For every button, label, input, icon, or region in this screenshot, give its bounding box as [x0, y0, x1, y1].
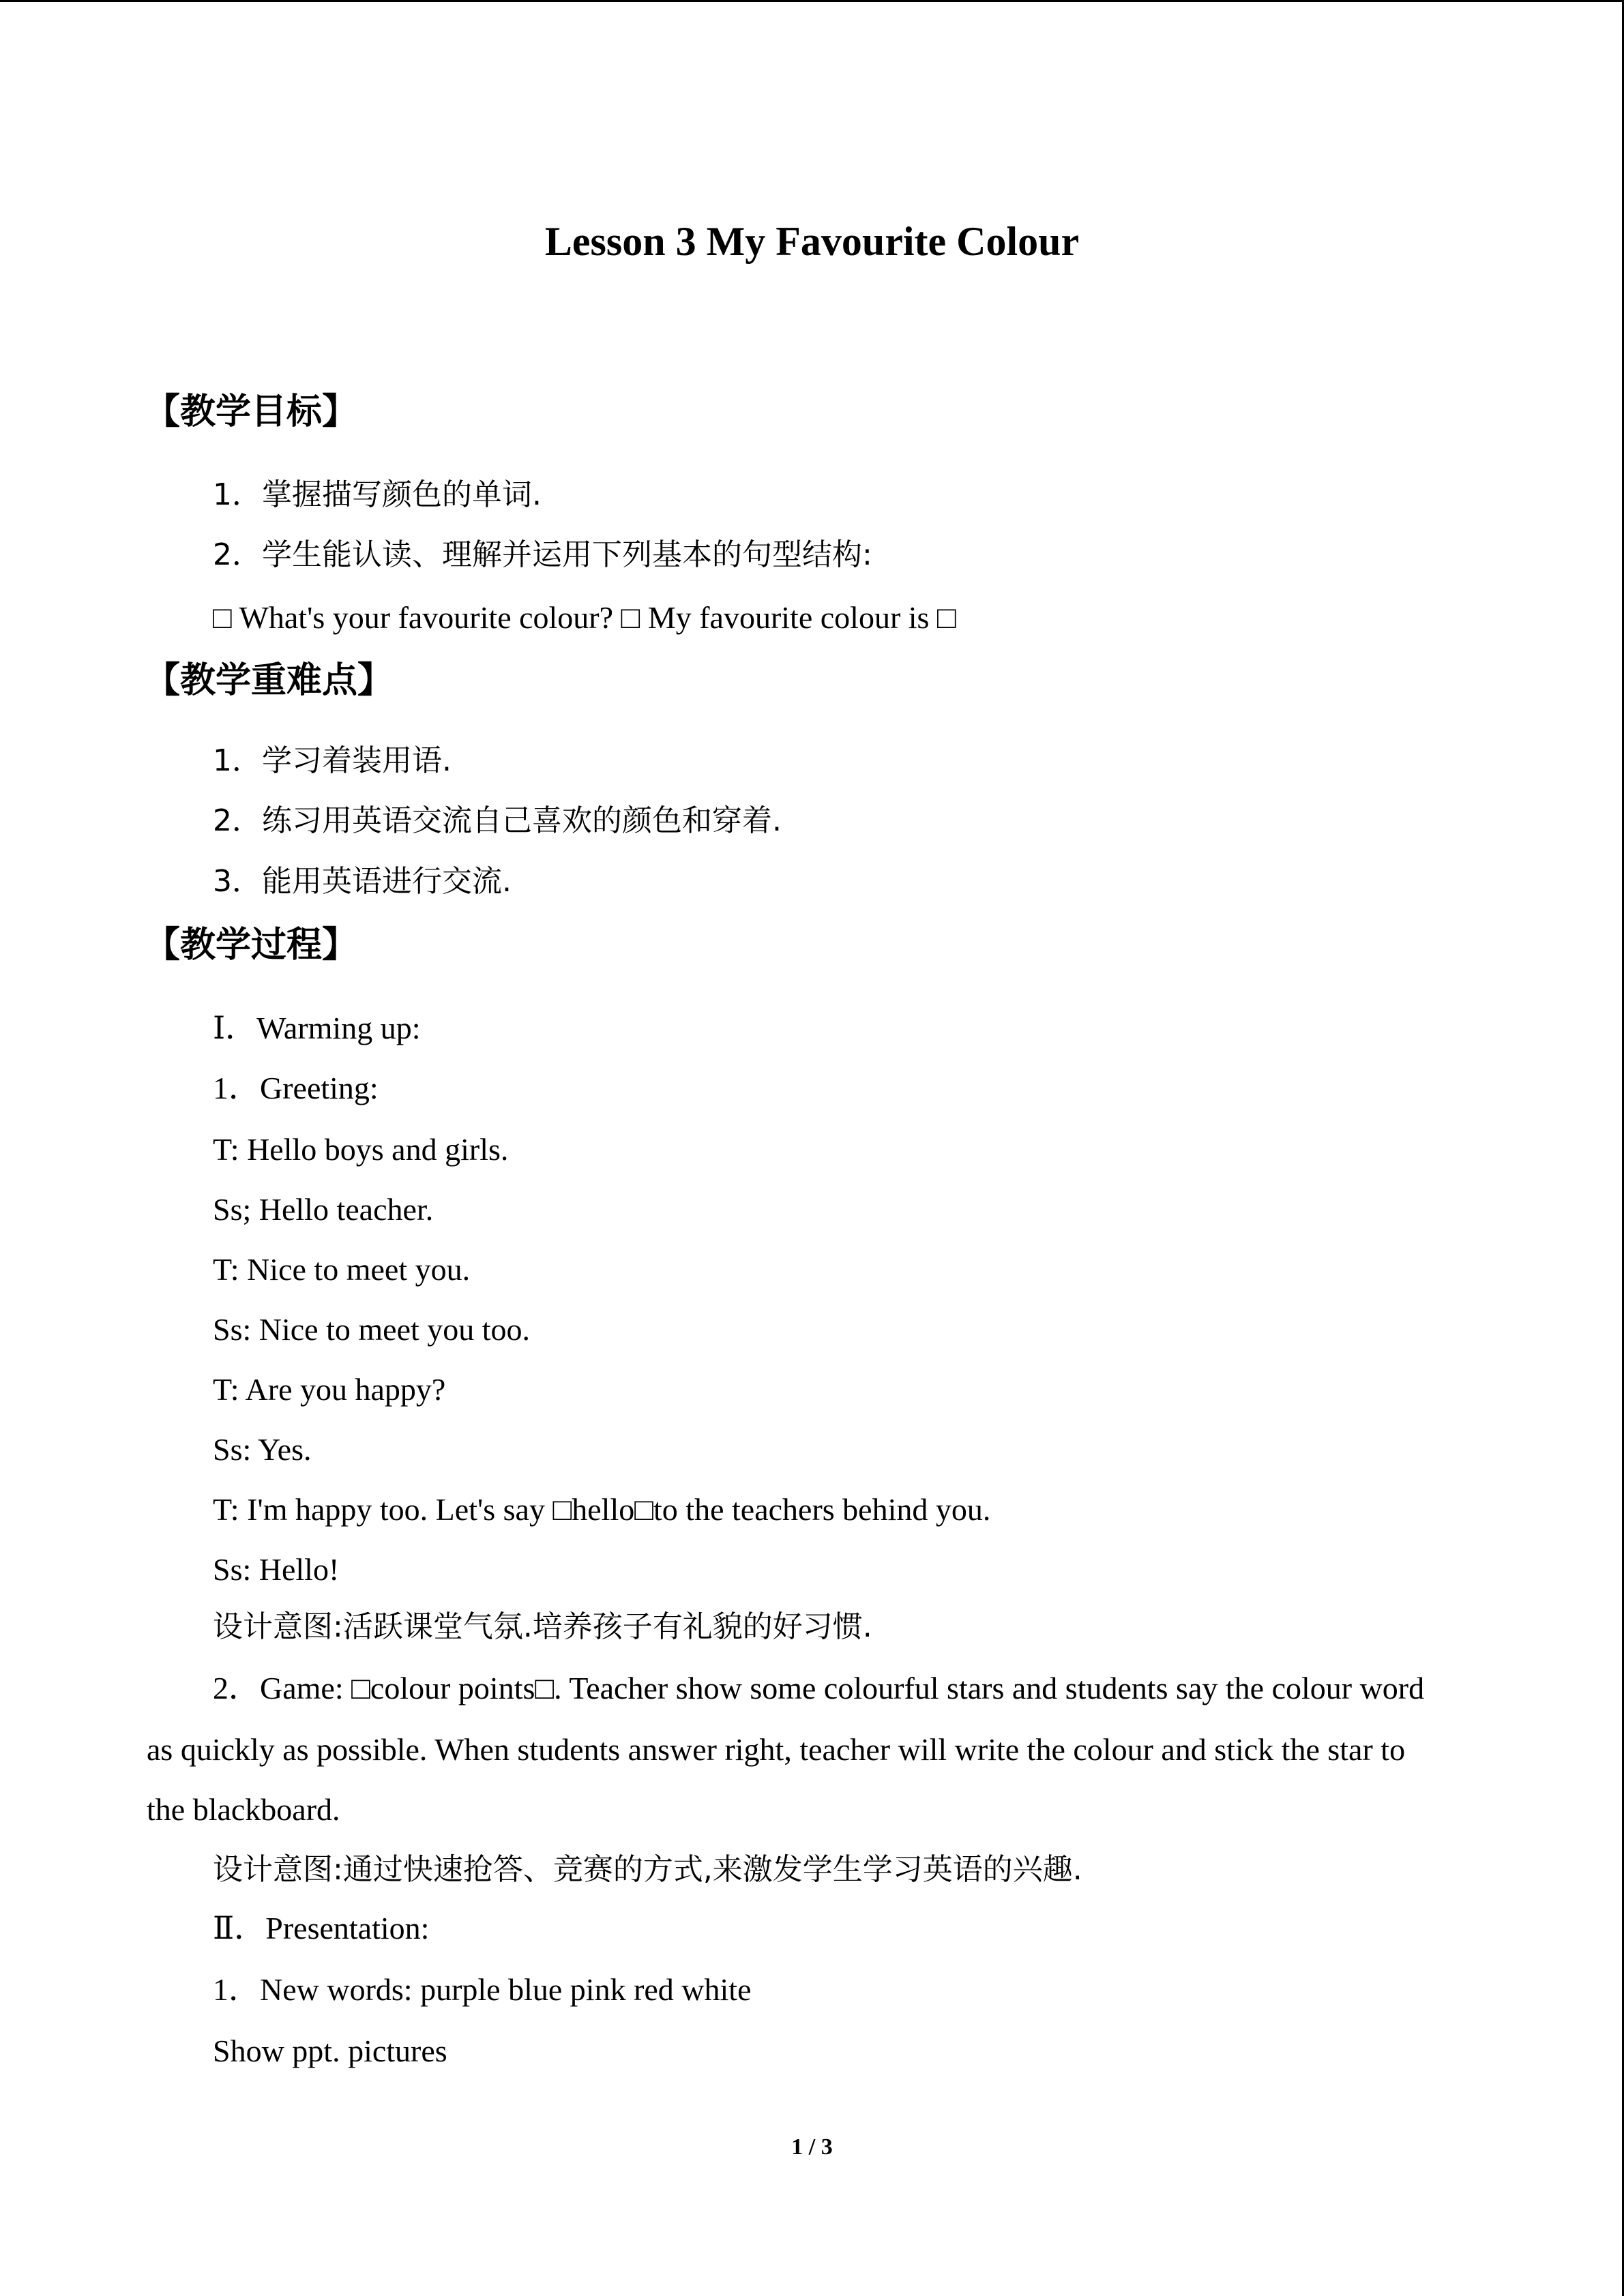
page-top-border — [0, 0, 1624, 2]
process-line: 1．Greeting: — [213, 1071, 379, 1105]
process-line: 2．Game: □colour points□. Teacher show some colourful stars and students say the colour word — [213, 1671, 1425, 1705]
process-line: Ss: Yes. — [213, 1432, 312, 1467]
process-line: T: Hello boys and girls. — [213, 1132, 509, 1167]
key-point-line: 3．能用英语进行交流. — [213, 864, 512, 899]
objective-line: 1．掌握描写颜色的单词. — [213, 477, 542, 512]
process-line: 设计意图:通过快速抢答、竞赛的方式,来激发学生学习英语的兴趣. — [213, 1852, 1082, 1887]
objective-line: 2．学生能认读、理解并运用下列基本的句型结构: — [213, 537, 872, 572]
section-heading-objectives: 【教学目标】 — [145, 391, 358, 432]
process-line: 1．New words: purple blue pink red white — [213, 1972, 752, 2007]
process-line: Ss; Hello teacher. — [213, 1192, 434, 1227]
process-line: Ss: Nice to meet you too. — [213, 1312, 531, 1347]
process-line: T: Are you happy? — [213, 1372, 446, 1407]
document-title: Lesson 3 My Favourite Colour — [544, 219, 1080, 264]
process-line: Ss: Hello! — [213, 1552, 340, 1587]
process-line: as quickly as possible. When students answer right, teacher will write the colour and stick the star to — [147, 1732, 1406, 1767]
objective-line: □ What's your favourite colour? □ My favourite colour is □ — [213, 600, 956, 635]
key-point-line: 1．学习着装用语. — [213, 743, 452, 778]
section-heading-process: 【教学过程】 — [145, 925, 358, 966]
process-line: T: I'm happy too. Let's say □hello□to the teachers behind you. — [213, 1492, 991, 1527]
section-heading-key-points: 【教学重难点】 — [145, 660, 394, 701]
key-point-line: 2．练习用英语交流自己喜欢的颜色和穿着. — [213, 803, 782, 838]
process-line: the blackboard. — [147, 1792, 340, 1827]
page-number: 1 / 3 — [791, 2134, 833, 2160]
process-line: Show ppt. pictures — [213, 2033, 447, 2068]
process-line: Ⅱ．Presentation: — [213, 1911, 430, 1945]
process-line: 设计意图:活跃课堂气氛.培养孩子有礼貌的好习惯. — [213, 1609, 872, 1644]
process-line: Ⅰ．Warming up: — [213, 1011, 421, 1045]
process-line: T: Nice to meet you. — [213, 1252, 471, 1287]
